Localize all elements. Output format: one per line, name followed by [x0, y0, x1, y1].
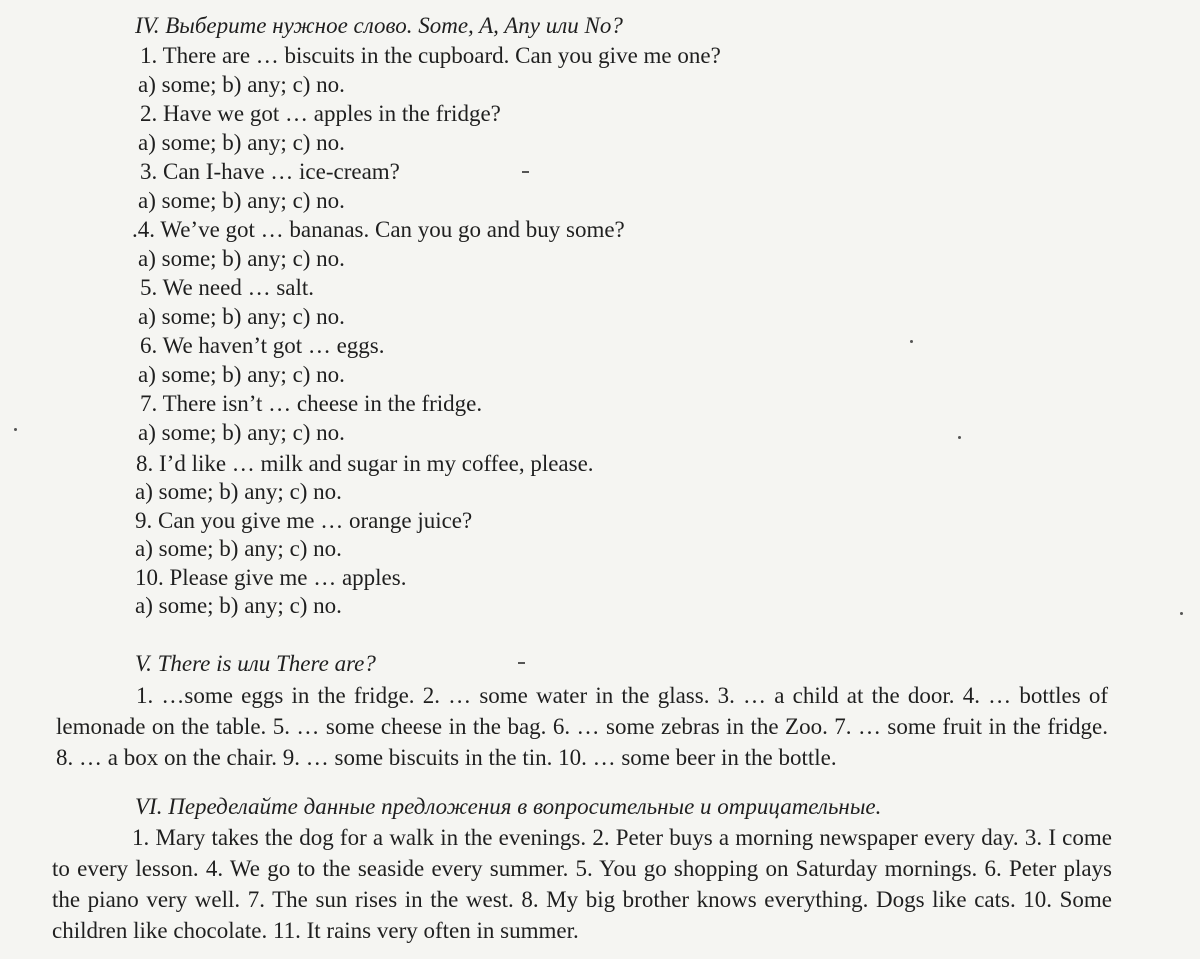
answer-options-7: a) some; b) any; c) no.	[138, 420, 345, 445]
scan-speck	[958, 436, 961, 439]
answer-options-3: a) some; b) any; c) no.	[138, 188, 345, 213]
answer-options-5: a) some; b) any; c) no.	[138, 304, 345, 329]
answer-options-8: a) some; b) any; c) no.	[135, 479, 342, 504]
question-3: 3. Can I-have … ice-cream?	[140, 159, 400, 184]
section-4-heading: IV. Выберите нужное слово. Some, A, Any или No?	[135, 13, 623, 38]
answer-options-6: a) some; b) any; c) no.	[138, 362, 345, 387]
section-5-heading: V. There is или There are?	[135, 651, 376, 676]
scan-speck	[522, 171, 529, 173]
question-2: 2. Have we got … apples in the fridge?	[140, 101, 501, 126]
section-6-heading: VI. Переделайте данные предложения в вопросительные и отрицательные.	[135, 794, 882, 819]
question-5: 5. We need … salt.	[140, 275, 315, 300]
answer-options-9: a) some; b) any; c) no.	[135, 536, 342, 561]
question-6: 6. We haven’t got … eggs.	[140, 333, 385, 358]
scan-speck	[1180, 612, 1183, 615]
question-10: 10. Please give me … apples.	[135, 565, 407, 590]
scan-speck	[910, 340, 913, 343]
question-7: 7. There isn’t … cheese in the fridge.	[140, 391, 483, 416]
question-1: 1. There are … biscuits in the cupboard. Can you give me one?	[140, 43, 721, 68]
answer-options-4: a) some; b) any; c) no.	[138, 246, 345, 271]
scan-speck	[14, 428, 17, 431]
answer-options-10: a) some; b) any; c) no.	[135, 593, 342, 618]
section-6-exercise-text: 1. Mary takes the dog for a walk in the evenings. 2. Peter buys a morning newspaper every day. 3. I come to every lesson. 4. We go to the seaside every summer. 5. You go shopping on Saturday mornings. 6. Peter plays the piano very well. 7. The sun rises in the west. 8. My big brother knows everything. Dogs like cats. 10. Some children like chocolate. 11. It rains very often in summer.	[52, 825, 1112, 943]
answer-options-1: a) some; b) any; c) no.	[138, 72, 345, 97]
section-5-exercise-text: 1. …some eggs in the fridge. 2. … some water in the glass. 3. … a child at the door. 4. … bottles of lemonade on the table. 5. … some cheese in the bag. 6. … some zebras in the Zoo. 7. … some fruit in the fridge. 8. … a box on the chair. 9. … some biscuits in the tin. 10. … some beer in the bottle.	[56, 683, 1108, 770]
scan-speck	[518, 662, 525, 664]
question-8: 8. I’d like … milk and sugar in my coffee, please.	[136, 451, 594, 476]
answer-options-2: a) some; b) any; c) no.	[138, 130, 345, 155]
question-9: 9. Can you give me … orange juice?	[135, 508, 473, 533]
question-4: .4. We’ve got … bananas. Can you go and buy some?	[132, 217, 625, 242]
